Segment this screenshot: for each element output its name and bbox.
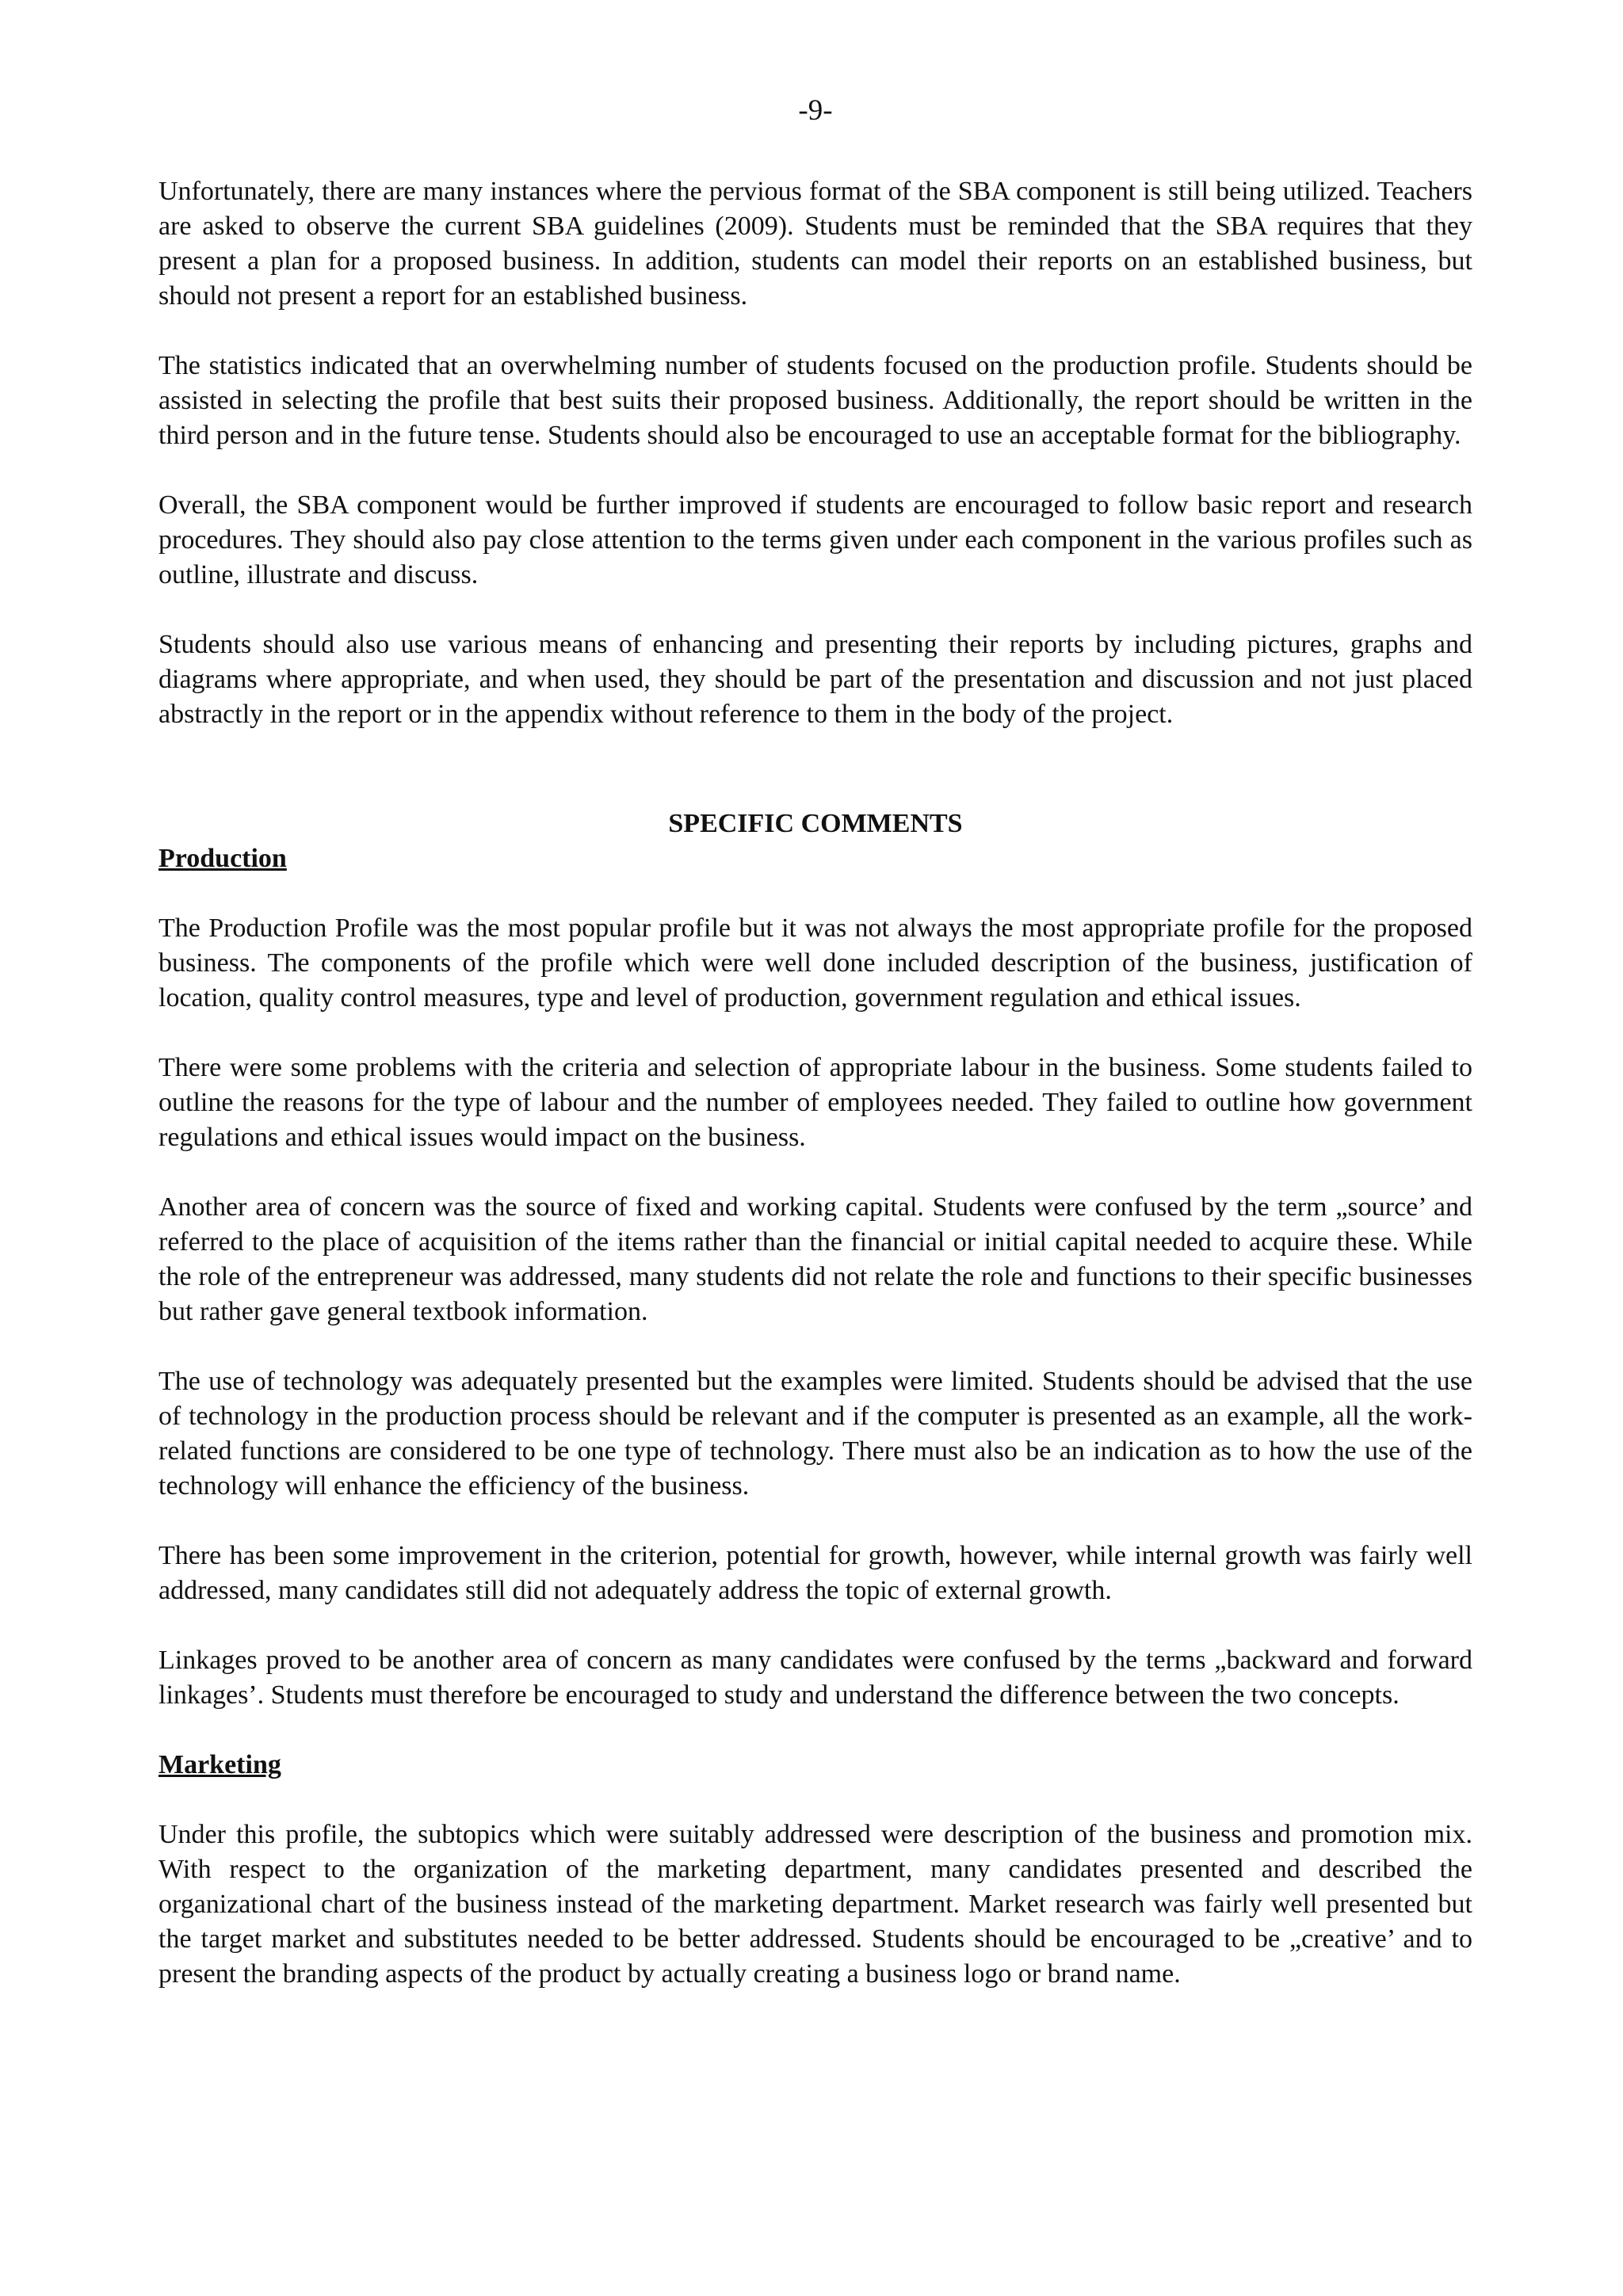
production-paragraph-2: There were some problems with the criteria and selection of appropriate labour in the business. Some students failed to outline the reasons for the type of labour and the number of employees needed. They failed to outline how government regulations and ethical issues would impact on the business. [158,1053,1472,1152]
intro-paragraph-4: Students should also use various means of enhancing and presenting their reports by including pictures, graphs and diagrams where appropriate, and when used, they should be part of the presentation and discussion and not just placed abstractly in the report or in the appendix without reference to them in the body of the project. [158,630,1472,729]
marketing-heading: Marketing [158,1750,281,1779]
intro-paragraph-3: Overall, the SBA component would be further improved if students are encouraged to follow basic report and research procedures. They should also pay close attention to the terms given under each component in the various profiles such as outline, illustrate and discuss. [158,490,1472,589]
section-spacer [158,767,1472,807]
intro-paragraph-1: Unfortunately, there are many instances where the pervious format of the SBA component is still being utilized. Teachers are asked to observe the current SBA guidelines (2009). Students must be reminded that the SBA requires that they present a plan for a proposed business. In addition, students can model their reports on an established business, but should not present a report for an established business. [158,177,1472,311]
specific-comments-title: SPECIFIC COMMENTS [668,809,963,838]
production-heading: Production [158,844,287,873]
production-paragraph-5: There has been some improvement in the criterion, potential for growth, however, while internal growth was fairly well addressed, many candidates still did not adequately address the topic of external growth. [158,1541,1472,1605]
page-number: -9- [798,94,833,127]
marketing-paragraph-1: Under this profile, the subtopics which were suitably addressed were description of the business and promotion mix. With respect to the organization of the marketing department, many candidates presented and described the organizational chart of the business instead of the marketing department. Market research was fairly well presented but the target market and substitutes needed to be better addressed. Students should be encouraged to be „creative’ and to present the branding aspects of the product by actually creating a business logo or brand name. [158,1820,1472,1989]
production-paragraph-3: Another area of concern was the source of fixed and working capital. Students were confused by the term „source’ and referred to the place of acquisition of the items rather than the financial or initial capital needed to acquire these. While the role of the entrepreneur was addressed, many students did not relate the role and functions to their specific businesses but rather gave general textbook information. [158,1192,1472,1326]
production-paragraph-6: Linkages proved to be another area of concern as many candidates were confused by the terms „backward and forward linkages’. Students must therefore be encouraged to study and understand the difference between the two concepts. [158,1646,1472,1710]
production-paragraph-4: The use of technology was adequately presented but the examples were limited. Students should be advised that the use of technology in the production process should be relevant and if the computer is presented as an example, all the work-related functions are considered to be one type of technology. There must also be an indication as to how the use of the technology will enhance the efficiency of the business. [158,1367,1472,1501]
production-paragraph-1: The Production Profile was the most popular profile but it was not always the most appropriate profile for the proposed business. The components of the profile which were well done included description of the business, justification of location, quality control measures, type and level of production, government regulation and ethical issues. [158,913,1472,1013]
document-page [158,93,1472,2027]
intro-paragraph-2: The statistics indicated that an overwhelming number of students focused on the production profile. Students should be assisted in selecting the profile that best suits their proposed business. Additionally, the report should be written in the third person and in the future tense. Students should also be encouraged to use an acceptable format for the bibliography. [158,351,1472,450]
